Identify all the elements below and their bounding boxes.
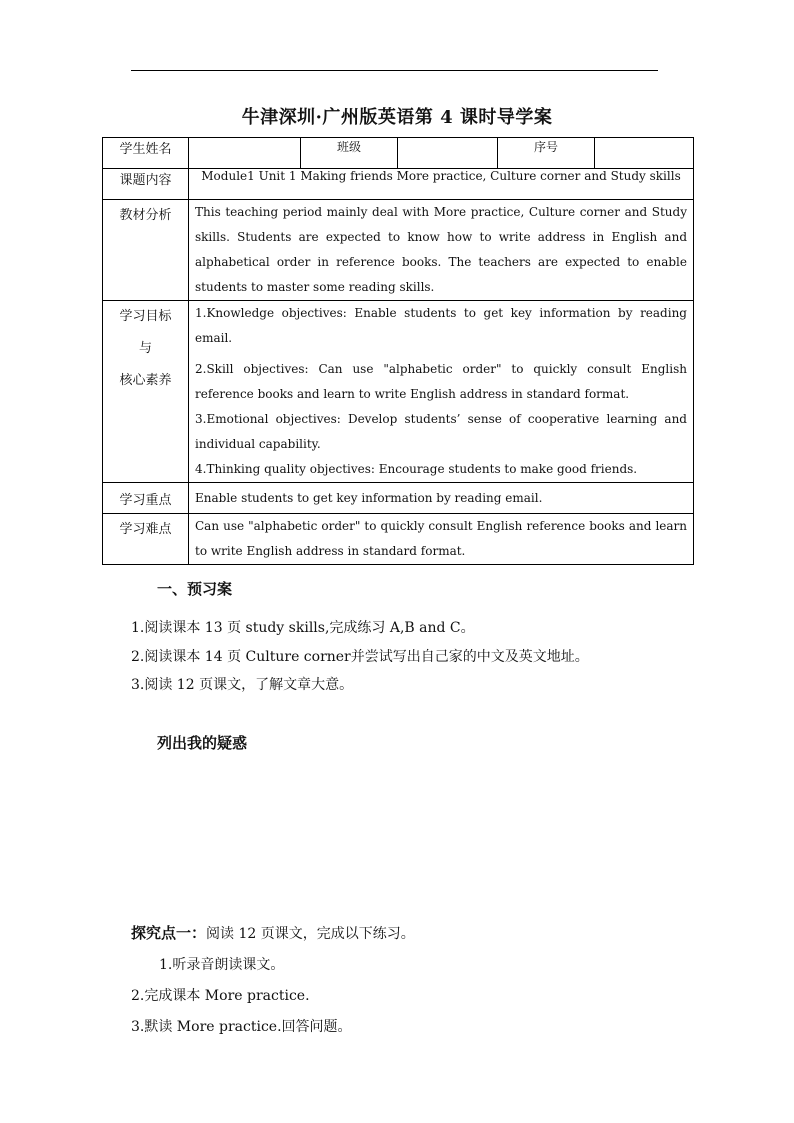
class-field[interactable] bbox=[398, 138, 498, 169]
analysis-content: This teaching period mainly deal with More practice, Culture corner and Study skills. Students are expected to know how to write address in English and alphabetical order in reference books. The teachers are expected to enable students to master some reading skills. bbox=[189, 200, 694, 301]
goals-label-line: 学习目标 bbox=[119, 309, 172, 324]
seat-label: 序号 bbox=[498, 138, 595, 169]
key-label: 学习重点 bbox=[103, 483, 189, 514]
explore-item: 2.完成课本 More practice. bbox=[131, 988, 310, 1004]
explore-item: 3.默读 More practice.回答问题。 bbox=[131, 1019, 352, 1035]
goals-label-line: 与 bbox=[138, 341, 152, 356]
table-row bbox=[103, 514, 694, 565]
topic-label: 课题内容 bbox=[103, 169, 189, 200]
lesson-info-table bbox=[102, 137, 694, 565]
student-name-field[interactable] bbox=[189, 138, 301, 169]
goal-item: 3.Emotional objectives: Develop students’ sense of cooperative learning and individual capability. bbox=[195, 412, 687, 451]
explore-item: 1.听录音朗读课文。 bbox=[159, 957, 285, 973]
table-row bbox=[103, 138, 694, 169]
doubts-heading: 列出我的疑惑 bbox=[157, 734, 248, 752]
explore-heading bbox=[131, 922, 415, 943]
goal-item: 1.Knowledge objectives: Enable students to get key information by reading email. bbox=[195, 306, 687, 345]
preview-item: 1.阅读课本 13 页 study skills,完成练习 A,B and C。 bbox=[131, 620, 475, 636]
table-row bbox=[103, 200, 694, 301]
preview-item: 2.阅读课本 14 页 Culture corner并尝试写出自己家的中文及英文地址。 bbox=[131, 649, 589, 665]
table-row bbox=[103, 169, 694, 200]
header-rule bbox=[131, 70, 658, 71]
difficulty-label: 学习难点 bbox=[103, 514, 189, 565]
preview-heading: 一、预习案 bbox=[157, 580, 233, 598]
goals-label bbox=[103, 301, 189, 483]
explore-heading-text: 阅读 12 页课文，完成以下练习。 bbox=[206, 926, 415, 942]
page-title: 牛津深圳·广州版英语第 4 课时导学案 bbox=[241, 107, 553, 128]
topic-content: Module1 Unit 1 Making friends More practice, Culture corner and Study skills bbox=[189, 169, 694, 200]
seat-field[interactable] bbox=[595, 138, 694, 169]
goals-content bbox=[189, 301, 694, 483]
goals-label-line: 核心素养 bbox=[119, 373, 172, 388]
student-name-label: 学生姓名 bbox=[103, 138, 189, 169]
analysis-label: 教材分析 bbox=[103, 200, 189, 301]
difficulty-content: Can use "alphabetic order" to quickly consult English reference books and learn to write English address in standard format. bbox=[189, 514, 694, 565]
preview-item: 3.阅读 12 页课文，了解文章大意。 bbox=[131, 677, 354, 693]
class-label: 班级 bbox=[301, 138, 398, 169]
explore-heading-label: 探究点一： bbox=[131, 924, 207, 942]
goal-item: 4.Thinking quality objectives: Encourage students to make good friends. bbox=[195, 462, 638, 476]
table-row bbox=[103, 483, 694, 514]
goal-item: 2.Skill objectives: Can use "alphabetic order" to quickly consult English reference books and learn to write English address in standard format. bbox=[195, 362, 687, 401]
table-row bbox=[103, 301, 694, 483]
key-content: Enable students to get key information by reading email. bbox=[189, 483, 694, 514]
